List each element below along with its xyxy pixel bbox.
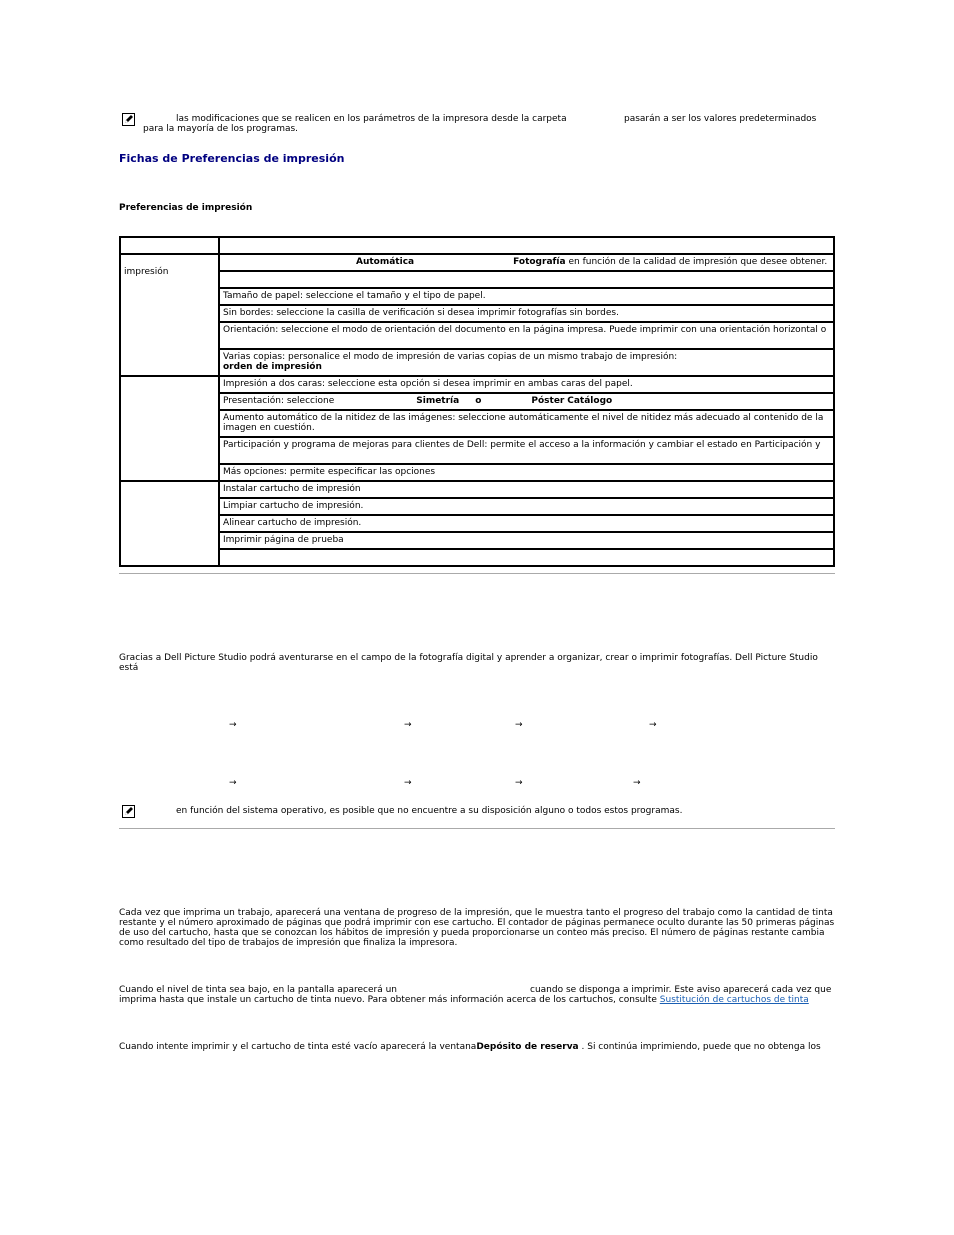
empty-cartridge-paragraph: Cuando intente imprimir y el cartucho de tinta esté vacío aparecerá la ventanaDepósito de reserva . Si continúa imprimiendo, puede que no obtenga los [119, 1042, 821, 1052]
note-pencil-icon [122, 113, 135, 126]
table-row: Alinear cartucho de impresión. [219, 515, 834, 532]
note-pencil-icon [122, 805, 135, 818]
arrow-right-icon: → [633, 778, 641, 788]
arrow-right-icon: → [229, 778, 237, 788]
note1-text-right: pasarán a ser los valores predeterminados [624, 114, 817, 124]
table-row: Varias copias: personalice el modo de impresión de varias copias de un mismo trabajo de impresión: orden de impresión [219, 349, 834, 376]
table-row: Presentación: seleccione Simetría o Póster Catálogo [219, 393, 834, 410]
arrow-right-icon: → [404, 720, 412, 730]
replace-cartridges-link[interactable]: Sustitución de cartuchos de tinta [659, 995, 809, 1005]
group1-label: impresión [120, 254, 219, 376]
group3-label [120, 481, 219, 566]
arrow-right-icon: → [649, 720, 657, 730]
progress-paragraph: Cada vez que imprima un trabajo, aparecerá una ventana de progreso de la impresión, que le muestra tanto el progreso del trabajo como la cantidad de tinta restante y el número aproximado de páginas que podrá imprimir con ese cartucho. El contador de páginas permanece oculto durante las 50 primeras páginas de uso del cartucho, hasta que se conozcan los hábitos de impresión y pueda proporcionarse un conteo más preciso. El número de páginas restante cambia como resultado del tipo de trabajos de impresión que finaliza la impresora. [119, 908, 835, 948]
table-row: Orientación: seleccione el modo de orientación del documento en la página impresa. Puede imprimir con una orientación horizontal o [219, 322, 834, 349]
table-row: Imprimir página de prueba [219, 532, 834, 549]
arrow-right-icon: → [515, 778, 523, 788]
table-header-cell [120, 237, 219, 254]
section-title: Fichas de Preferencias de impresión [119, 152, 345, 165]
preferences-table [119, 236, 835, 567]
note1-text-line2: para la mayoría de los programas. [143, 124, 299, 134]
table-row: Instalar cartucho de impresión [219, 481, 834, 498]
divider [119, 828, 835, 829]
divider [119, 573, 835, 574]
table-row: Impresión a dos caras: seleccione esta opción si desea imprimir en ambas caras del papel. [219, 376, 834, 393]
picture-studio-paragraph: Gracias a Dell Picture Studio podrá aventurarse en el campo de la fotografía digital y aprender a organizar, crear o imprimir fotografías. Dell Picture Studio está [119, 653, 818, 673]
table-row [219, 549, 834, 566]
note2-text: en función del sistema operativo, es posible que no encuentre a su disposición alguno o todos estos programas. [176, 806, 683, 816]
arrow-right-icon: → [229, 720, 237, 730]
low-ink-paragraph: Cuando el nivel de tinta sea bajo, en la pantalla aparecerá un cuando se disponga a imprimir. Este aviso aparecerá cada vez que imprima hasta que instale un cartucho de tinta nuevo. Para obtener más información acerca de los cartuchos, consulte Sustitución de cartuchos de tinta [119, 985, 832, 1005]
table-row: Tamaño de papel: seleccione el tamaño y el tipo de papel. [219, 288, 834, 305]
table-row [219, 271, 834, 288]
table-row: Más opciones: permite especificar las opciones [219, 464, 834, 481]
arrow-right-icon: → [404, 778, 412, 788]
subheading: Preferencias de impresión [119, 203, 253, 213]
table-row: Aumento automático de la nitidez de las imágenes: seleccione automáticamente el nivel de nitidez más adecuado al contenido de la imagen en cuestión. [219, 410, 834, 437]
table-row: Limpiar cartucho de impresión. [219, 498, 834, 515]
table-header-cell [219, 237, 834, 254]
table-row: Participación y programa de mejoras para clientes de Dell: permite el acceso a la información y cambiar el estado en Participación y [219, 437, 834, 464]
table-row: Sin bordes: seleccione la casilla de verificación si desea imprimir fotografías sin bordes. [219, 305, 834, 322]
group2-label [120, 376, 219, 481]
table-row: Automática Fotografía en función de la calidad de impresión que desee obtener. [219, 254, 834, 271]
note1-text-left: las modificaciones que se realicen en los parámetros de la impresora desde la carpeta [176, 114, 567, 124]
arrow-right-icon: → [515, 720, 523, 730]
